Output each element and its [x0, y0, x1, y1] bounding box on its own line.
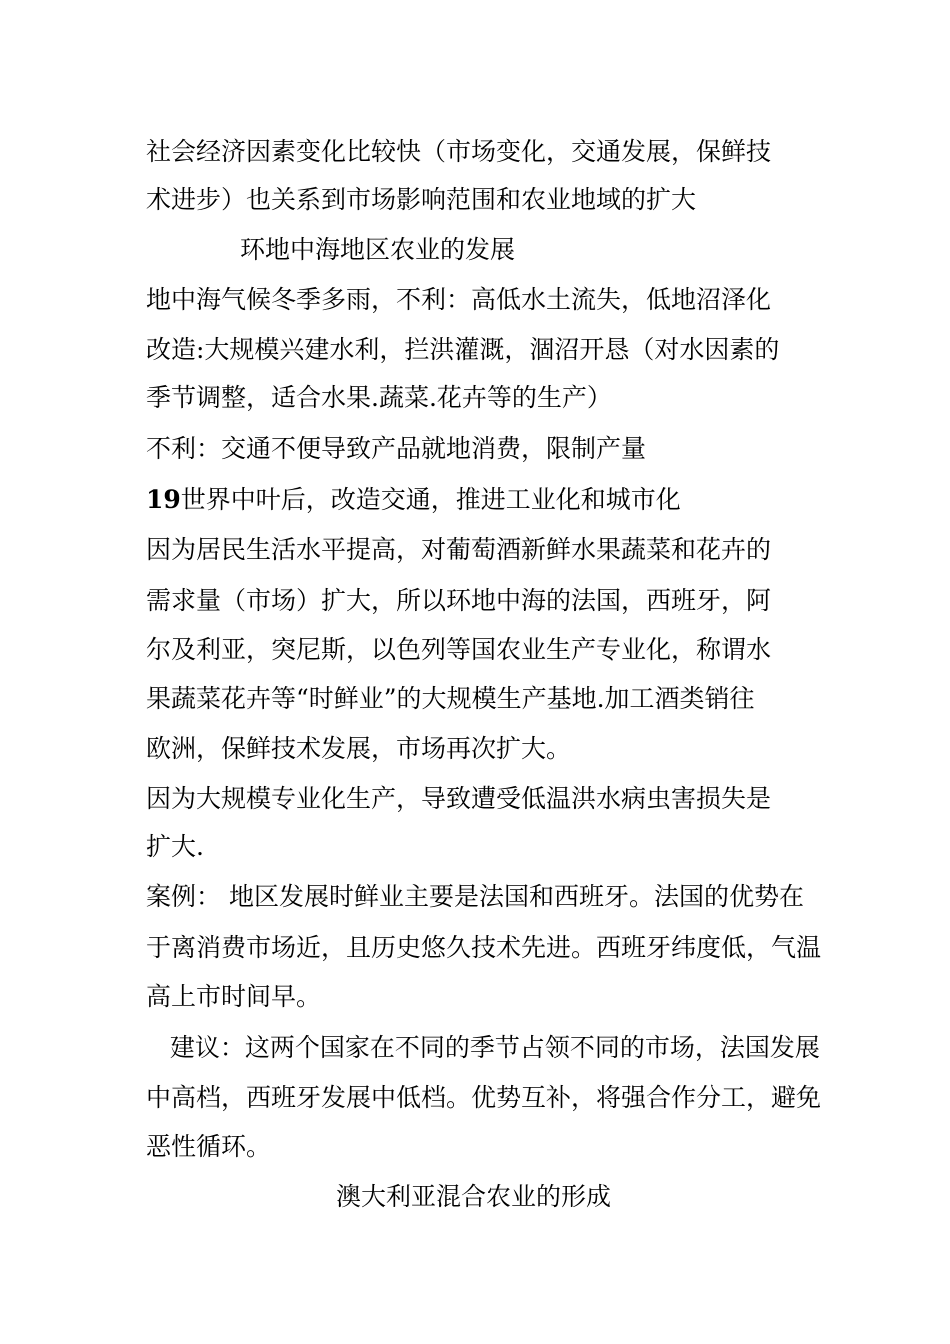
- paragraph-line: 社会经济因素变化比较快（市场变化，交通发展，保鲜技: [146, 137, 772, 166]
- paragraph-line: 需求量（市场）扩大，所以环地中海的法国，西班牙，阿: [146, 586, 772, 615]
- paragraph-line: 术进步）也关系到市场影响范围和农业地域的扩大: [146, 185, 697, 214]
- paragraph-line: 季节调整，适合水果.蔬菜.花卉等的生产）: [146, 383, 612, 412]
- section-heading: 澳大利亚混合农业的形成: [336, 1182, 612, 1211]
- paragraph-line: 地中海气候冬季多雨，不利：高低水土流失，低地沼泽化: [146, 285, 772, 314]
- paragraph-line: 果蔬菜花卉等“时鲜业”的大规模生产基地.加工酒类销往: [146, 684, 755, 713]
- paragraph-line: 因为大规模专业化生产，导致遭受低温洪水病虫害损失是: [146, 784, 772, 813]
- paragraph-line: [146, 483, 826, 517]
- paragraph-line: 中高档，西班牙发展中低档。优势互补，将强合作分工，避免: [146, 1083, 822, 1112]
- century-number: 19: [146, 485, 181, 514]
- paragraph-line: 尔及利亚，突尼斯，以色列等国农业生产专业化，称谓水: [146, 635, 772, 664]
- paragraph-line: 扩大.: [146, 832, 204, 861]
- paragraph-line: 恶性循环。: [146, 1132, 272, 1161]
- paragraph-line: 改造:大规模兴建水利，拦洪灌溉，涸沼开恳（对水因素的: [146, 335, 780, 364]
- paragraph-line: 案例： 地区发展时鲜业主要是法国和西班牙。法国的优势在: [146, 882, 804, 911]
- paragraph-line: 不利：交通不便导致产品就地消费，限制产量: [146, 434, 647, 463]
- paragraph-line: 因为居民生活水平提高，对葡萄酒新鲜水果蔬菜和花卉的: [146, 535, 772, 564]
- paragraph-line: 高上市时间早。: [146, 982, 322, 1011]
- paragraph-text: 世界中叶后，改造交通，推进工业化和城市化: [180, 485, 681, 514]
- paragraph-line: 建议：这两个国家在不同的季节占领不同的市场，法国发展: [146, 1033, 820, 1062]
- section-heading: 环地中海地区农业的发展: [240, 235, 516, 264]
- paragraph-line: 欧洲，保鲜技术发展，市场再次扩大。: [146, 734, 572, 763]
- paragraph-line: 于离消费市场近，且历史悠久技术先进。西班牙纬度低，气温: [146, 933, 822, 962]
